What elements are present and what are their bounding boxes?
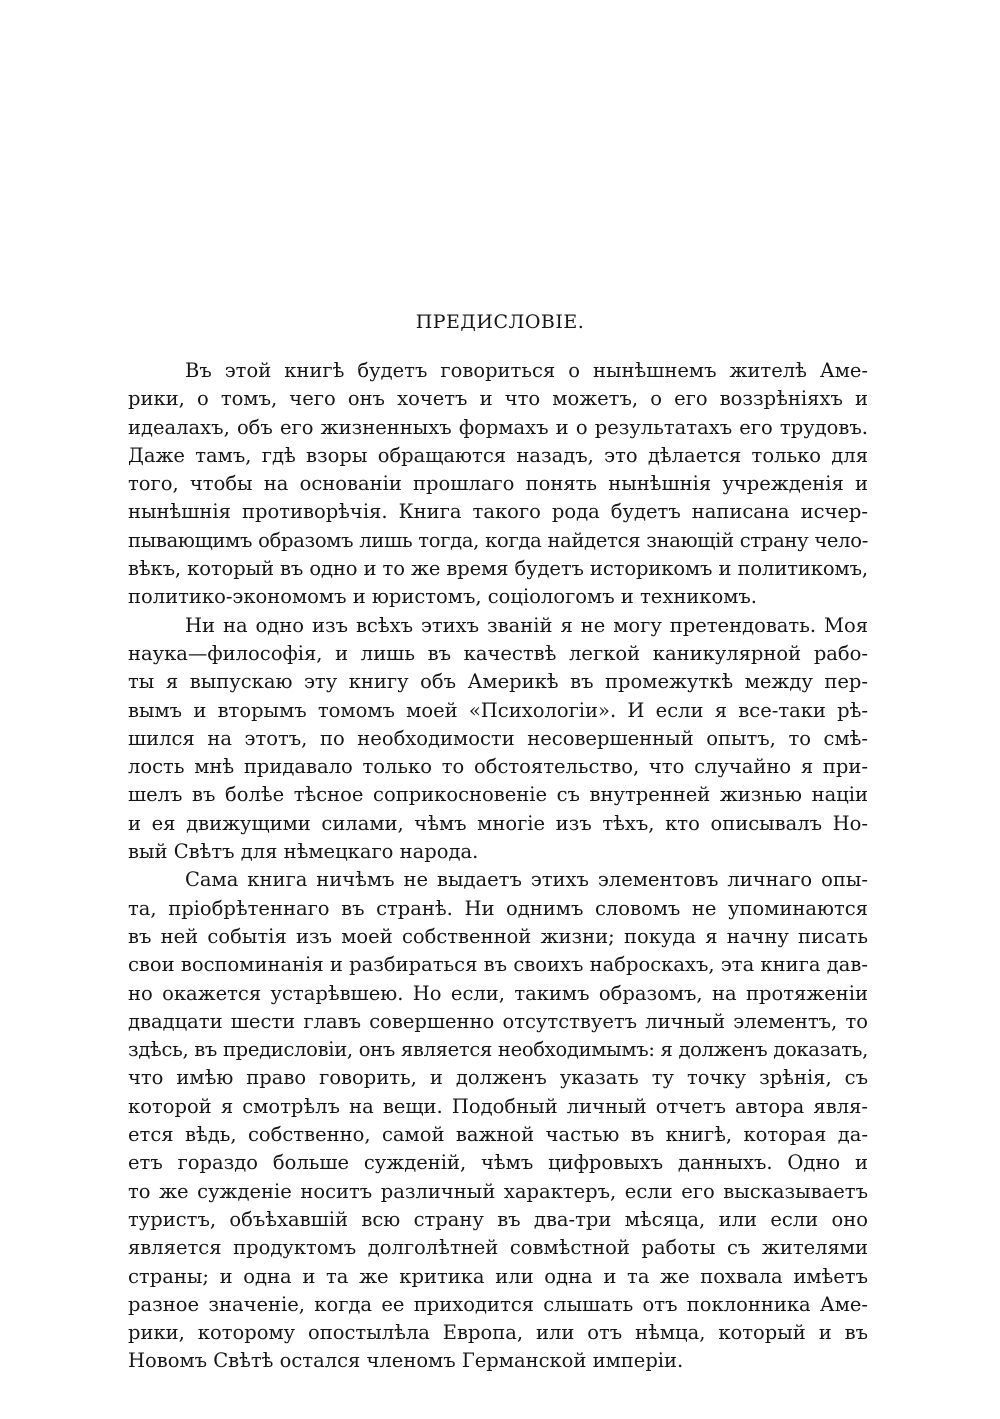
text-line: рики, о томъ, чего онъ хочетъ и что можетъ, о его воззрѣніяхъ и	[128, 387, 868, 411]
page-title: ПРЕДИСЛОВІЕ.	[415, 311, 585, 333]
text-line: вымъ и вторымъ томомъ моей «Психологіи». И если я все-таки рѣ-	[128, 698, 868, 722]
paragraph-1	[128, 357, 868, 612]
text-line: политико-экономомъ и юристомъ, соціологомъ и техникомъ.	[128, 585, 758, 609]
text-line: вѣкъ, который въ одно и то же время будетъ историкомъ и политикомъ,	[128, 557, 868, 581]
text-line: пывающимъ образомъ лишь тогда, когда найдется знающій страну чело-	[128, 528, 868, 552]
text-line: что имѣю право говорить, и долженъ указать ту точку зрѣнія, съ	[128, 1066, 868, 1090]
text-line: рики, которому опостылѣла Европа, или отъ нѣмца, который и въ	[128, 1321, 868, 1345]
text-line: Даже тамъ, гдѣ взоры обращаются назадъ, это дѣлается только для	[128, 443, 868, 467]
text-line: ется вѣдь, собственно, самой важной частью въ книгѣ, которая да-	[128, 1123, 868, 1147]
body-text	[128, 357, 868, 1376]
paragraph-2	[128, 612, 868, 867]
text-line: но окажется устарѣвшею. Но если, такимъ образомъ, на протяженіи	[128, 981, 868, 1005]
text-line: и ея движущими силами, чѣмъ многіе изъ тѣхъ, кто описывалъ Но-	[128, 811, 868, 835]
text-line: идеалахъ, объ его жизненныхъ формахъ и о результатахъ его трудовъ.	[128, 415, 868, 439]
text-line: лость мнѣ придавало только то обстоятельство, что случайно я при-	[128, 755, 868, 779]
text-line: вый Свѣтъ для нѣмецкаго народа.	[128, 840, 479, 864]
text-line: Сама книга ничѣмъ не выдаетъ этихъ элементовъ личнаго опы-	[185, 868, 868, 892]
text-line: здѣсь, въ предисловіи, онъ является необходимымъ: я долженъ доказать,	[128, 1038, 868, 1062]
text-line: нынѣшнія противорѣчія. Книга такого рода будетъ написана исчер-	[128, 500, 868, 524]
text-line: Въ этой книгѣ будетъ говориться о нынѣшнемъ жителѣ Аме-	[185, 359, 868, 382]
paragraph-3	[128, 866, 868, 1375]
text-line: ты я выпускаю эту книгу объ Америкѣ въ промежуткѣ между пер-	[128, 670, 868, 694]
text-line: разное значеніе, когда ее приходится слышать отъ поклонника Аме-	[128, 1292, 868, 1316]
text-line: является продуктомъ долголѣтней совмѣстной работы съ жителями	[128, 1236, 868, 1260]
text-line: то же сужденіе носитъ различный характеръ, если его высказываетъ	[128, 1179, 868, 1203]
text-line: того, чтобы на основаніи прошлаго понять нынѣшнія учрежденія и	[128, 472, 868, 496]
text-line: Ни на одно изъ всѣхъ этихъ званій я не могу претендовать. Моя	[185, 613, 868, 637]
text-line: туристъ, объѣхавшій всю страну въ два-три мѣсяца, или если оно	[128, 1207, 868, 1231]
text-line: шелъ въ болѣе тѣсное соприкосновеніе съ внутренней жизнью націи	[128, 783, 868, 807]
text-line: страны; и одна и та же критика или одна и та же похвала имѣетъ	[128, 1264, 868, 1288]
text-line: въ ней событія изъ моей собственной жизни; покуда я начну писать	[128, 924, 868, 948]
text-line: которой я смотрѣлъ на вещи. Подобный личный отчетъ автора явля-	[128, 1094, 868, 1118]
text-line: Новомъ Свѣтѣ остался членомъ Германской имперіи.	[128, 1349, 684, 1373]
text-line: двадцати шести главъ совершенно отсутствуетъ личный элементъ, то	[128, 1009, 868, 1033]
text-line: наука—философія, и лишь въ качествѣ легкой каникулярной рабо-	[128, 641, 868, 665]
text-line: та, пріобрѣтеннаго въ странѣ. Ни однимъ словомъ не упоминаются	[128, 896, 868, 920]
text-line: свои воспоминанія и разбираться въ своихъ наброскахъ, эта книга дав-	[128, 953, 868, 977]
text-line: шился на этотъ, по необходимости несовершенный опытъ, то смѣ-	[128, 726, 868, 750]
text-line: етъ гораздо больше сужденій, чѣмъ цифровыхъ данныхъ. Одно и	[128, 1151, 868, 1175]
